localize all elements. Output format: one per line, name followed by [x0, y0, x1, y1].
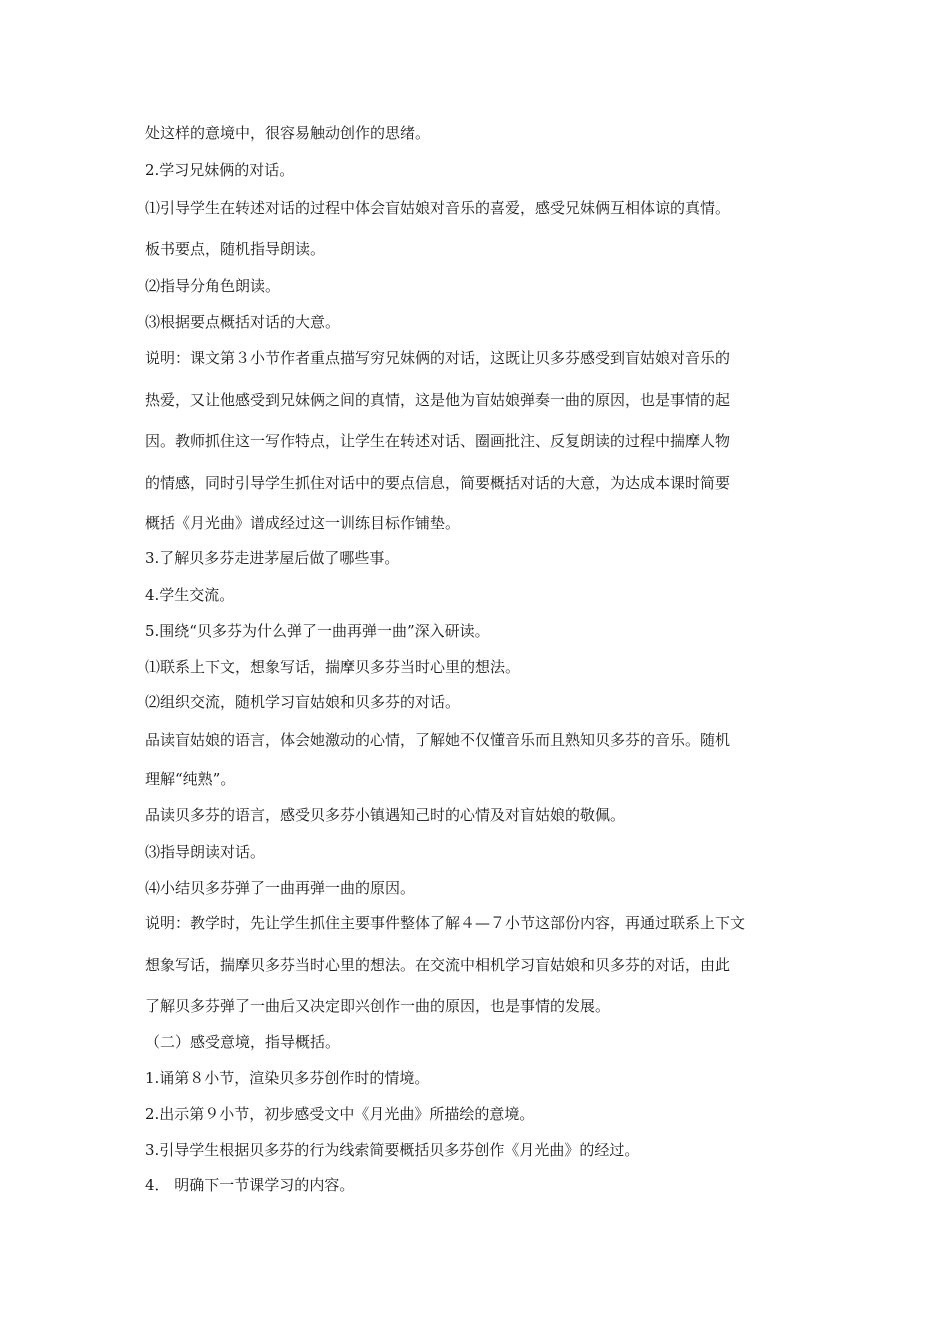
text-line: ⑴引导学生在转述对话的过程中体会盲姑娘对音乐的喜爱，感受兄妹俩互相体谅的真情。 — [145, 199, 731, 217]
text-line: 理解“纯熟”。 — [145, 770, 236, 788]
text-line: 处这样的意境中，很容易触动创作的思绪。 — [145, 124, 431, 142]
text-line: 1.诵第８小节，渲染贝多芬创作时的情境。 — [145, 1069, 430, 1087]
text-line: ⑷小结贝多芬弹了一曲再弹一曲的原因。 — [145, 879, 416, 897]
text-line: 4． 明确下一节课学习的内容。 — [145, 1176, 355, 1194]
text-line: ⑵指导分角色朗读。 — [145, 277, 281, 295]
text-line: 概括《月光曲》谱成经过这一训练目标作铺垫。 — [145, 514, 461, 532]
text-line: ⑴联系上下文，想象写话，揣摩贝多芬当时心里的想法。 — [145, 658, 521, 676]
text-line: 的情感，同时引导学生抓住对话中的要点信息，简要概括对话的大意，为达成本课时简要 — [145, 474, 731, 492]
text-line: 5.围绕“贝多芬为什么弹了一曲再弹一曲”深入研读。 — [145, 622, 490, 640]
text-line: 了解贝多芬弹了一曲后又决定即兴创作一曲的原因，也是事情的发展。 — [145, 997, 611, 1015]
text-line: ⑶根据要点概括对话的大意。 — [145, 313, 341, 331]
text-line: 品读盲姑娘的语言，体会她激动的心情，了解她不仅懂音乐而且熟知贝多芬的音乐。随机 — [145, 731, 731, 749]
text-line: 2.出示第９小节，初步感受文中《月光曲》所描绘的意境。 — [145, 1105, 535, 1123]
text-line: 4.学生交流。 — [145, 586, 235, 604]
text-line: （二）感受意境，指导概括。 — [145, 1033, 341, 1051]
text-line: 3.了解贝多芬走进茅屋后做了哪些事。 — [145, 549, 400, 567]
text-line: 品读贝多芬的语言，感受贝多芬小镇遇知己时的心情及对盲姑娘的敬佩。 — [145, 806, 626, 824]
text-line: 2.学习兄妹俩的对话。 — [145, 161, 295, 179]
text-line: 说明：教学时，先让学生抓住主要事件整体了解４—７小节这部份内容，再通过联系上下文 — [145, 914, 746, 932]
text-line: 热爱，又让他感受到兄妹俩之间的真情，这是他为盲姑娘弹奏一曲的原因，也是事情的起 — [145, 391, 731, 409]
text-line: 说明：课文第３小节作者重点描写穷兄妹俩的对话，这既让贝多芬感受到盲姑娘对音乐的 — [145, 349, 731, 367]
text-line: 因。教师抓住这一写作特点，让学生在转述对话、圈画批注、反复朗读的过程中揣摩人物 — [145, 432, 731, 450]
text-line: 想象写话，揣摩贝多芬当时心里的想法。在交流中相机学习盲姑娘和贝多芬的对话，由此 — [145, 956, 731, 974]
text-line: 3.引导学生根据贝多芬的行为线索简要概括贝多芬创作《月光曲》的经过。 — [145, 1141, 640, 1159]
text-line: 板书要点，随机指导朗读。 — [145, 240, 326, 258]
text-line: ⑶指导朗读对话。 — [145, 843, 266, 861]
text-line: ⑵组织交流，随机学习盲姑娘和贝多芬的对话。 — [145, 693, 461, 711]
